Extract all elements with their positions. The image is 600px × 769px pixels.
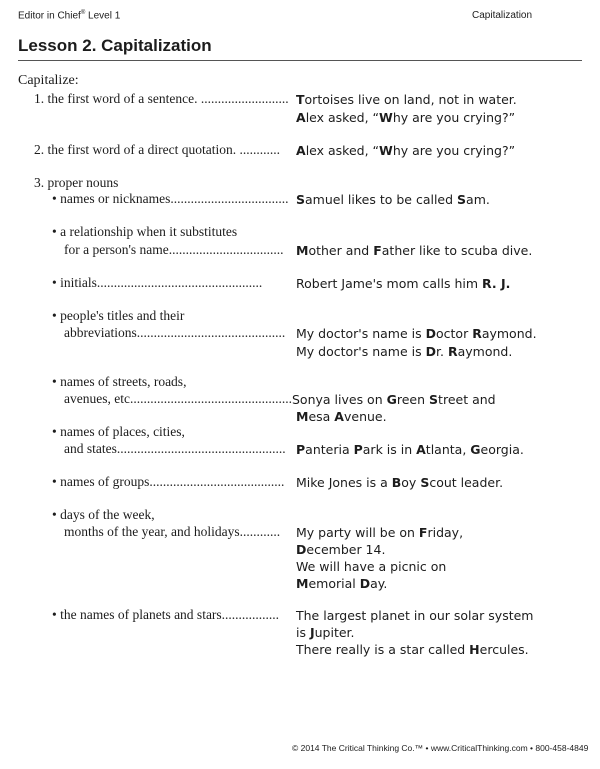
example-sentence: The largest planet in our solar system bbox=[296, 608, 534, 623]
example-sentence: Alex asked, “Why are you crying?” bbox=[296, 143, 516, 158]
example-sentence: December 14. bbox=[296, 542, 386, 557]
rule-relationship-line2: for a person's name.................................. bbox=[64, 242, 284, 257]
page-title: Lesson 2. Capitalization bbox=[18, 36, 212, 55]
rule-proper-nouns: 3. proper nouns bbox=[34, 175, 119, 190]
rule-titles-line2: abbreviations............................................ bbox=[64, 325, 286, 340]
example-sentence: My party will be on Friday, bbox=[296, 525, 464, 540]
example-sentence: We will have a picnic on bbox=[296, 559, 447, 574]
title-divider bbox=[18, 60, 582, 61]
rule-streets-line1: • names of streets, roads, bbox=[52, 374, 187, 389]
section-label: Capitalize: bbox=[18, 73, 79, 88]
example-sentence: Alex asked, “Why are you crying?” bbox=[296, 110, 516, 125]
rule-relationship-line1: • a relationship when it substitutes bbox=[52, 224, 238, 239]
rule-days-line2: months of the year, and holidays............ bbox=[64, 524, 281, 539]
example-sentence: Mother and Father like to scuba dive. bbox=[296, 243, 533, 258]
rule-titles-line1: • people's titles and their bbox=[52, 308, 185, 323]
rule-names-nicknames: • names or nicknames................................... bbox=[52, 191, 289, 206]
example-sentence: Robert Jame's mom calls him R. J. bbox=[296, 276, 511, 291]
example-sentence: There really is a star called Hercules. bbox=[296, 642, 529, 657]
rule-days-line1: • days of the week, bbox=[52, 507, 155, 522]
example-sentence: Mesa Avenue. bbox=[296, 409, 387, 424]
example-sentence: Samuel likes to be called Sam. bbox=[296, 192, 490, 207]
example-sentence: is Jupiter. bbox=[296, 625, 355, 640]
rule-initials: • initials................................................. bbox=[52, 275, 263, 290]
example-sentence: My doctor's name is Doctor Raymond. bbox=[296, 326, 537, 341]
example-sentence: Sonya lives on Green Street and bbox=[292, 392, 496, 407]
example-sentence: Mike Jones is a Boy Scout leader. bbox=[296, 475, 504, 490]
example-sentence: Panteria Park is in Atlanta, Georgia. bbox=[296, 442, 524, 457]
rule-planets-stars: • the names of planets and stars................. bbox=[52, 607, 280, 622]
rule-first-word-sentence: 1. the first word of a sentence. .......................... bbox=[34, 91, 289, 106]
example-sentence: My doctor's name is Dr. Raymond. bbox=[296, 344, 513, 359]
series-header: Editor in Chief® Level 1 bbox=[18, 10, 121, 22]
rule-streets-line2: avenues, etc................................................ bbox=[64, 391, 292, 406]
rule-places-line1: • names of places, cities, bbox=[52, 424, 185, 439]
example-sentence: Tortoises live on land, not in water. bbox=[296, 92, 517, 107]
example-sentence: Memorial Day. bbox=[296, 576, 388, 591]
rule-places-line2: and states.................................................. bbox=[64, 441, 286, 456]
copyright-footer: © 2014 The Critical Thinking Co.™ • www.CriticalThinking.com • 800-458-4849 bbox=[292, 743, 589, 753]
rule-direct-quotation: 2. the first word of a direct quotation. ............ bbox=[34, 142, 280, 157]
rule-groups: • names of groups........................................ bbox=[52, 474, 285, 489]
topic-header: Capitalization bbox=[472, 10, 533, 21]
